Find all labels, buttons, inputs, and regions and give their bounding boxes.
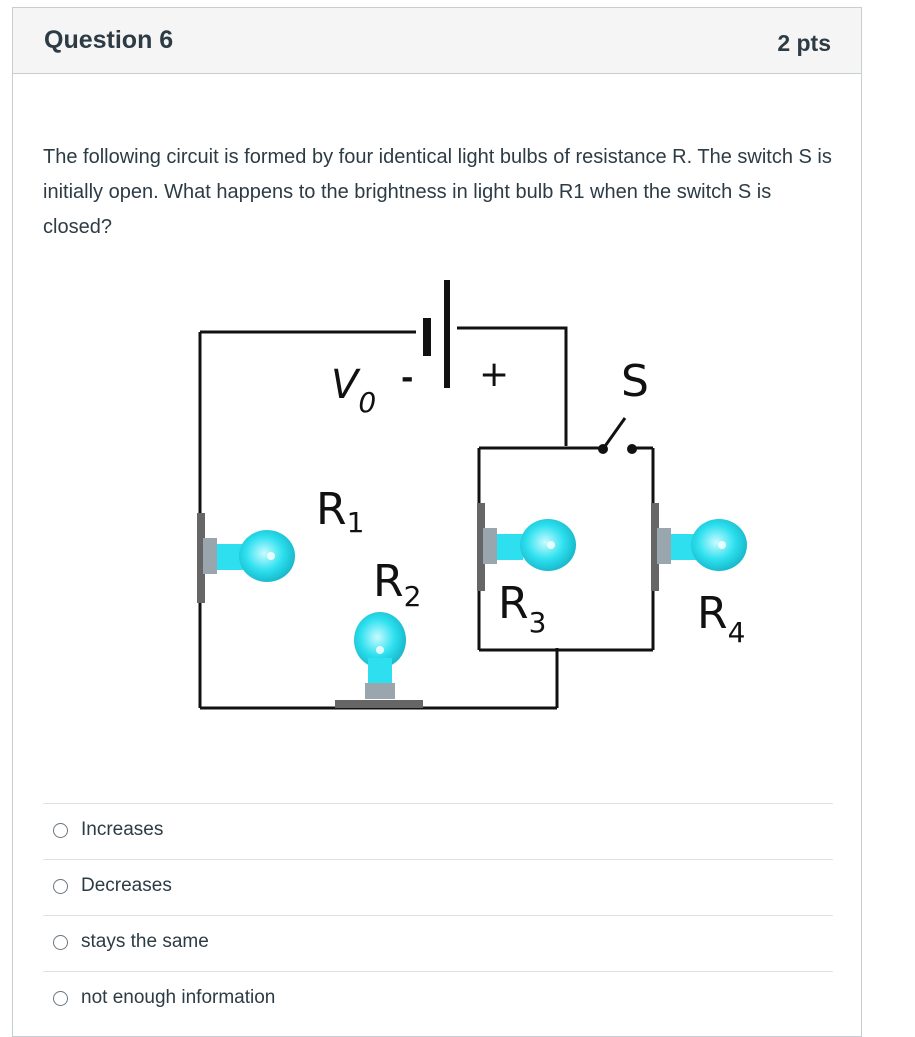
battery-label: $V_0$: [331, 362, 377, 419]
circuit-diagram: [13, 258, 863, 728]
switch-label: S: [621, 356, 649, 407]
battery-symbol: [423, 280, 450, 388]
answer-label[interactable]: Decreases: [81, 875, 172, 896]
radio-button[interactable]: [53, 935, 68, 950]
answer-label[interactable]: Increases: [81, 819, 164, 840]
answer-option[interactable]: [43, 803, 833, 859]
question-card: [12, 7, 862, 1037]
question-points: 2 pts: [777, 30, 831, 56]
answer-label[interactable]: not enough information: [81, 987, 276, 1008]
radio-button[interactable]: [53, 879, 68, 894]
r2-label: $R_2$: [373, 556, 422, 613]
answer-option[interactable]: [43, 859, 833, 915]
answer-option[interactable]: [43, 915, 833, 971]
bulb-r4-icon: [651, 503, 747, 591]
question-text: The following circuit is formed by four identical light bulbs of resistance R. The switch S is initially open. What happens to the brightness in light bulb R1 when the switch S is closed?: [43, 146, 832, 238]
question-title: Question 6: [44, 26, 174, 54]
radio-button[interactable]: [53, 823, 68, 838]
radio-button[interactable]: [53, 991, 68, 1006]
switch-symbol: [598, 418, 637, 454]
plus-sign: +: [479, 354, 510, 395]
answer-label[interactable]: stays the same: [81, 931, 209, 952]
bulb-r1-icon: [197, 513, 295, 603]
circuit-wires: [200, 328, 653, 708]
r1-label: R1: [316, 484, 365, 539]
answer-option[interactable]: [43, 971, 833, 1027]
answer-list: [43, 803, 833, 1027]
bulb-r2-icon: [335, 612, 423, 708]
r3-label: $R_3$: [498, 578, 547, 639]
question-header: [13, 8, 861, 74]
minus-sign: -: [401, 361, 414, 396]
r4-label: $R_4$: [697, 588, 746, 649]
